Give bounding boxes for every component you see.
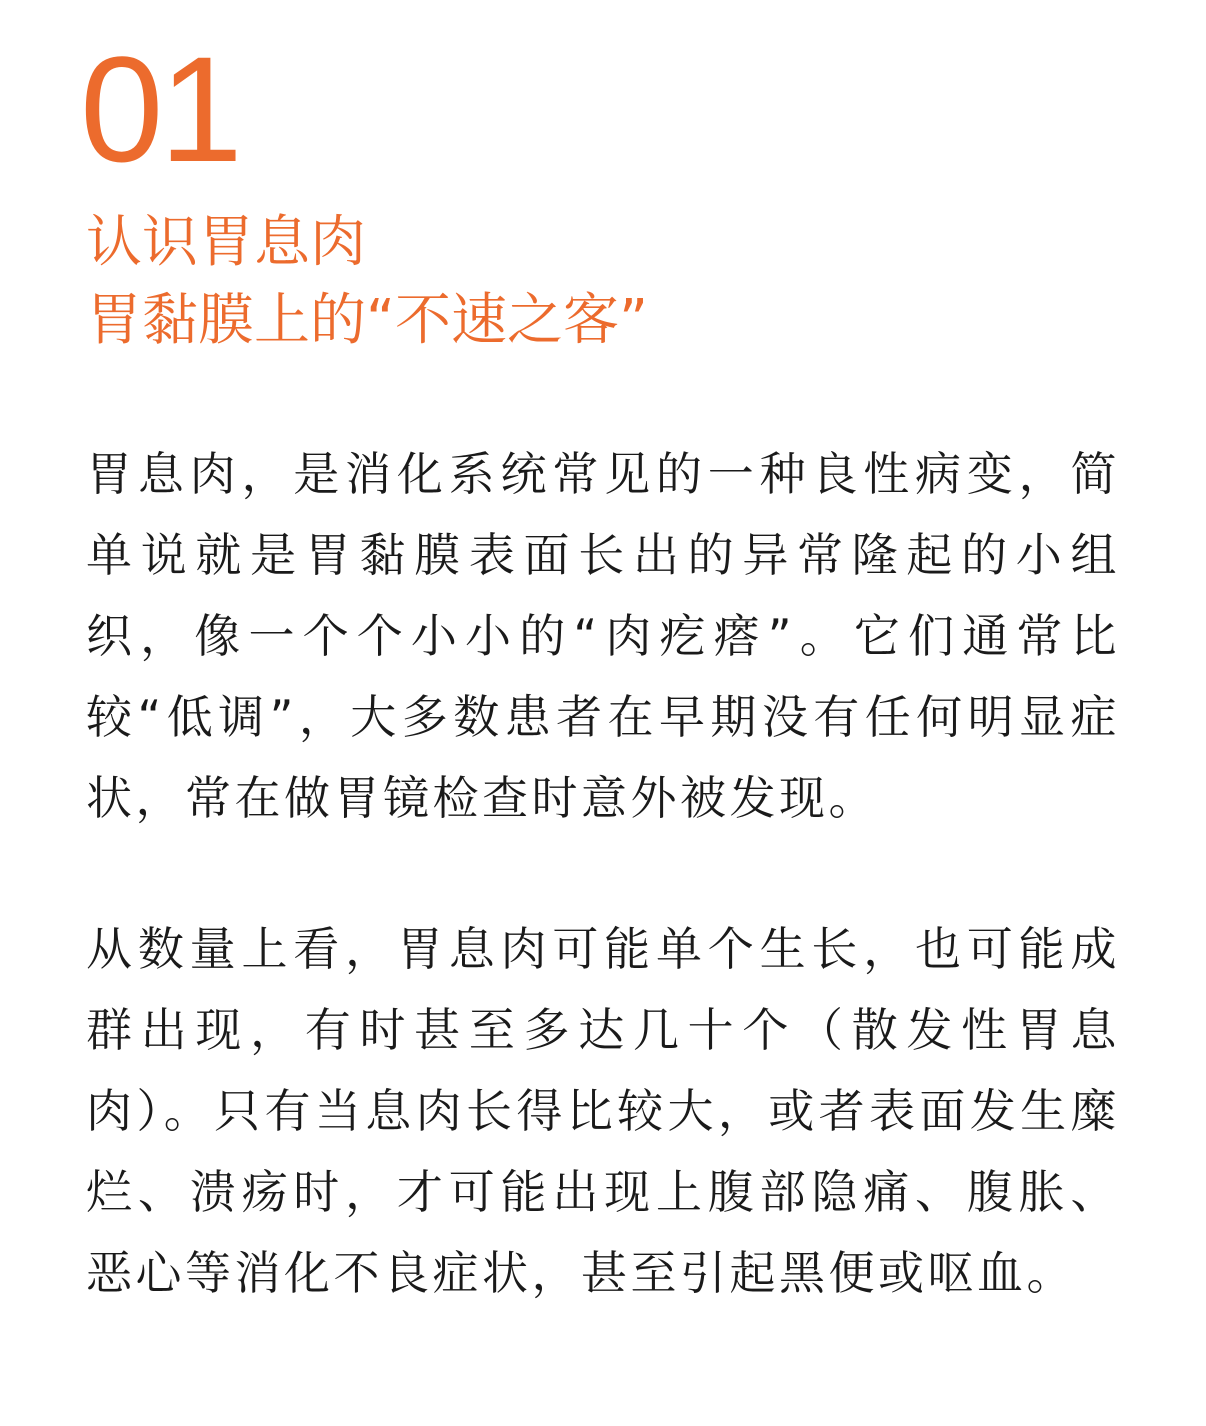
heading-line-1: 认识胃息肉: [86, 210, 366, 275]
heading-line-2: 胃黏膜上的“不速之客”: [86, 288, 649, 353]
section-heading: [86, 204, 1126, 360]
paragraph-symptoms: 从数量上看，胃息肉可能单个生长，也可能成群出现，有时甚至多达几十个（散发性胃息肉）。只有当息肉长得比较大，或者表面发生糜烂、溃疡时，才可能出现上腹部隐痛、腹胀、恶心等消化不良症状，甚至引起黑便或呕血。: [86, 922, 1120, 1300]
paragraph-intro: 胃息肉，是消化系统常见的一种良性病变，简单说就是胃黏膜表面长出的异常隆起的小组织，像一个个小小的“肉疙瘩”。它们通常比较“低调”，大多数患者在早期没有任何明显症状，常在做胃镜检查时意外被发现。: [86, 447, 1120, 825]
section-number: 01: [80, 25, 239, 193]
